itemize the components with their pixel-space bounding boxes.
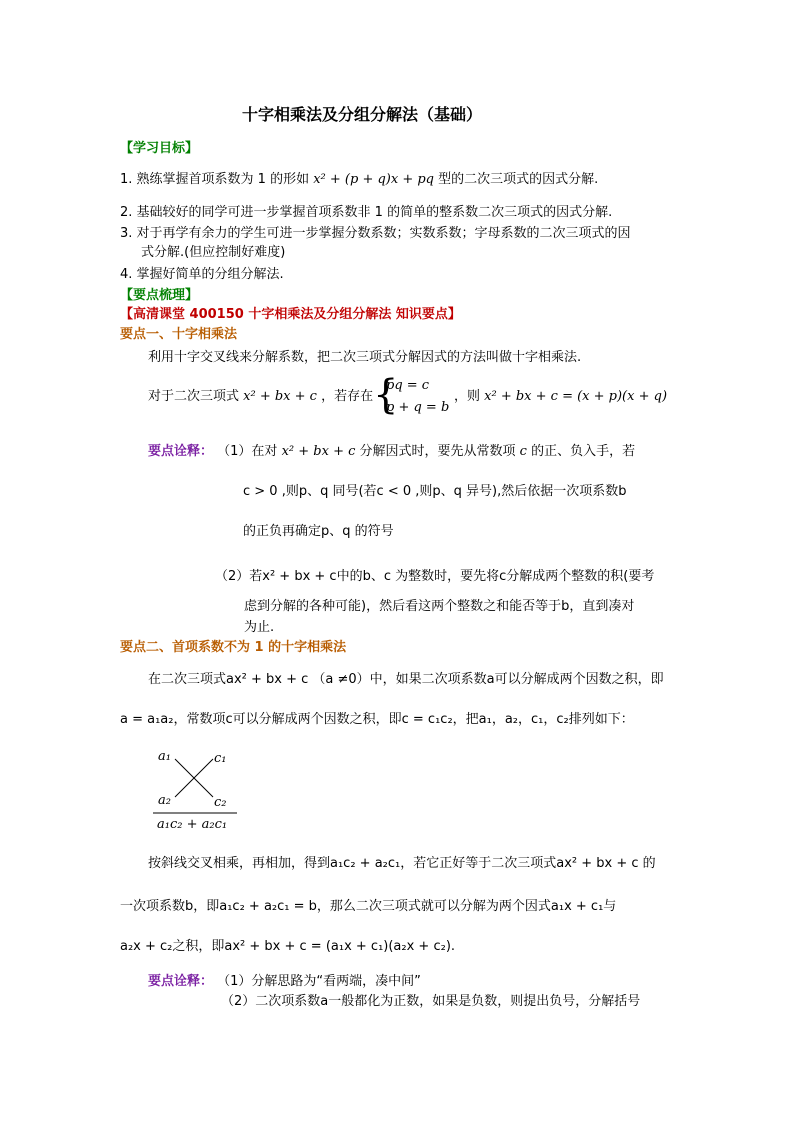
course-title: 【高清课堂 400150 十字相乘法及分组分解法 知识要点】 <box>120 307 461 322</box>
note1-b: 分解因式时，要先从常数项 <box>359 444 516 459</box>
section2-p2-line1: 按斜线交叉相乘，再相加，得到a₁c₂ + a₂c₁，若它正好等于二次三项式ax² + bx + c 的 <box>148 856 656 871</box>
system-line-1: pq = c <box>386 378 430 393</box>
diagram-c1: c₁ <box>214 751 227 766</box>
rule-then-line <box>454 388 667 406</box>
section2-p1-line1: 在二次三项式ax² + bx + c （a ≠0）中，如果二次项系数a可以分解成两个因数之积，即 <box>148 672 664 687</box>
note1-line1 <box>148 443 635 461</box>
rule-expr: x² + bx + c <box>243 389 317 404</box>
note1-c: c <box>519 444 527 459</box>
goal-item-3-line2: 式分解.(但应控制好难度) <box>141 245 286 260</box>
diagram-a2: a₂ <box>158 793 171 808</box>
brace-icon: { <box>373 372 399 418</box>
rule-result: x² + bx + c = (x + p)(x + q) <box>484 389 668 404</box>
note-label-1: 要点诠释： <box>148 444 214 459</box>
page-title: 十字相乘法及分组分解法（基础） <box>242 105 483 124</box>
goal-item-4: 4. 掌握好简单的分组分解法. <box>120 267 284 282</box>
system-line-2: p + q = b <box>386 400 450 415</box>
note-label-2: 要点诠释： <box>148 974 214 989</box>
goal-1-post: 型的二次三项式的因式分解. <box>438 172 599 187</box>
goal-item-2: 2. 基础较好的同学可进一步掌握首项系数非 1 的简单的整系数二次三项式的因式分解. <box>120 205 613 220</box>
goal-1-pre: 1. 熟练掌握首项系数为 1 的形如 <box>120 172 310 187</box>
note2-line3: 为止. <box>244 620 275 635</box>
diagram-a1: a₁ <box>158 749 171 764</box>
note2-line2: 虑到分解的各种可能)，然后看这两个整数之和能否等于b，直到凑对 <box>244 599 635 614</box>
goal-item-1 <box>120 171 598 189</box>
section2-p1-line2: a = a₁a₂，常数项c可以分解成两个因数之积，即c = c₁c₂，把a₁，a₂，c₁，c₂排列如下： <box>120 712 634 727</box>
note1-line3: 的正负再确定p、q 的符号 <box>243 524 394 539</box>
rule-then: ，则 <box>454 389 481 404</box>
section1-heading: 要点一、十字相乘法 <box>120 327 238 342</box>
section2-note2: （2）二次项系数a一般都化为正数，如果是负数，则提出负号，分解括号 <box>221 994 641 1009</box>
goal-item-3-line1: 3. 对于再学有余力的学生可进一步掌握分数系数；实数系数；字母系数的二次三项式的因 <box>120 226 631 241</box>
goal-1-math: x² + (p + q)x + pq <box>313 172 434 187</box>
section2-heading: 要点二、首项系数不为 1 的十字相乘法 <box>120 640 347 655</box>
section2-p2-line3: a₂x + c₂之积，即ax² + bx + c = (a₁x + c₁)(a₂x + c₂). <box>120 939 456 954</box>
note1-a: （1）在对 <box>217 444 278 459</box>
diagram-sum: a₁c₂ + a₂c₁ <box>157 817 228 832</box>
goals-heading: 【学习目标】 <box>120 141 199 156</box>
section2-note1-text: （1）分解思路为“看两端，凑中间” <box>217 974 421 989</box>
section2-p2-line2: 一次项系数b，即a₁c₂ + a₂c₁ = b，那么二次三项式就可以分解为两个因式a₁x + c₁与 <box>120 899 617 914</box>
section2-note1 <box>148 973 421 991</box>
note2-line1: （2）若x² + bx + c中的b、c 为整数时，要先将c分解成两个整数的积(要考 <box>215 569 655 584</box>
note1-math: x² + bx + c <box>281 444 356 459</box>
note1-d: 的正、负入手，若 <box>531 444 636 459</box>
note1-line2: c > 0 ,则p、q 同号(若c < 0 ,则p、q 异号),然后依据一次项系数b <box>243 484 627 499</box>
diagram-c2: c₂ <box>214 795 227 810</box>
rule-pre: 对于二次三项式 <box>148 389 240 404</box>
section1-intro: 利用十字交叉线来分解系数，把二次三项式分解因式的方法叫做十字相乘法. <box>148 350 582 365</box>
points-heading: 【要点梳理】 <box>120 288 199 303</box>
rule-line <box>148 388 373 406</box>
rule-mid: ，若存在 <box>321 389 374 404</box>
